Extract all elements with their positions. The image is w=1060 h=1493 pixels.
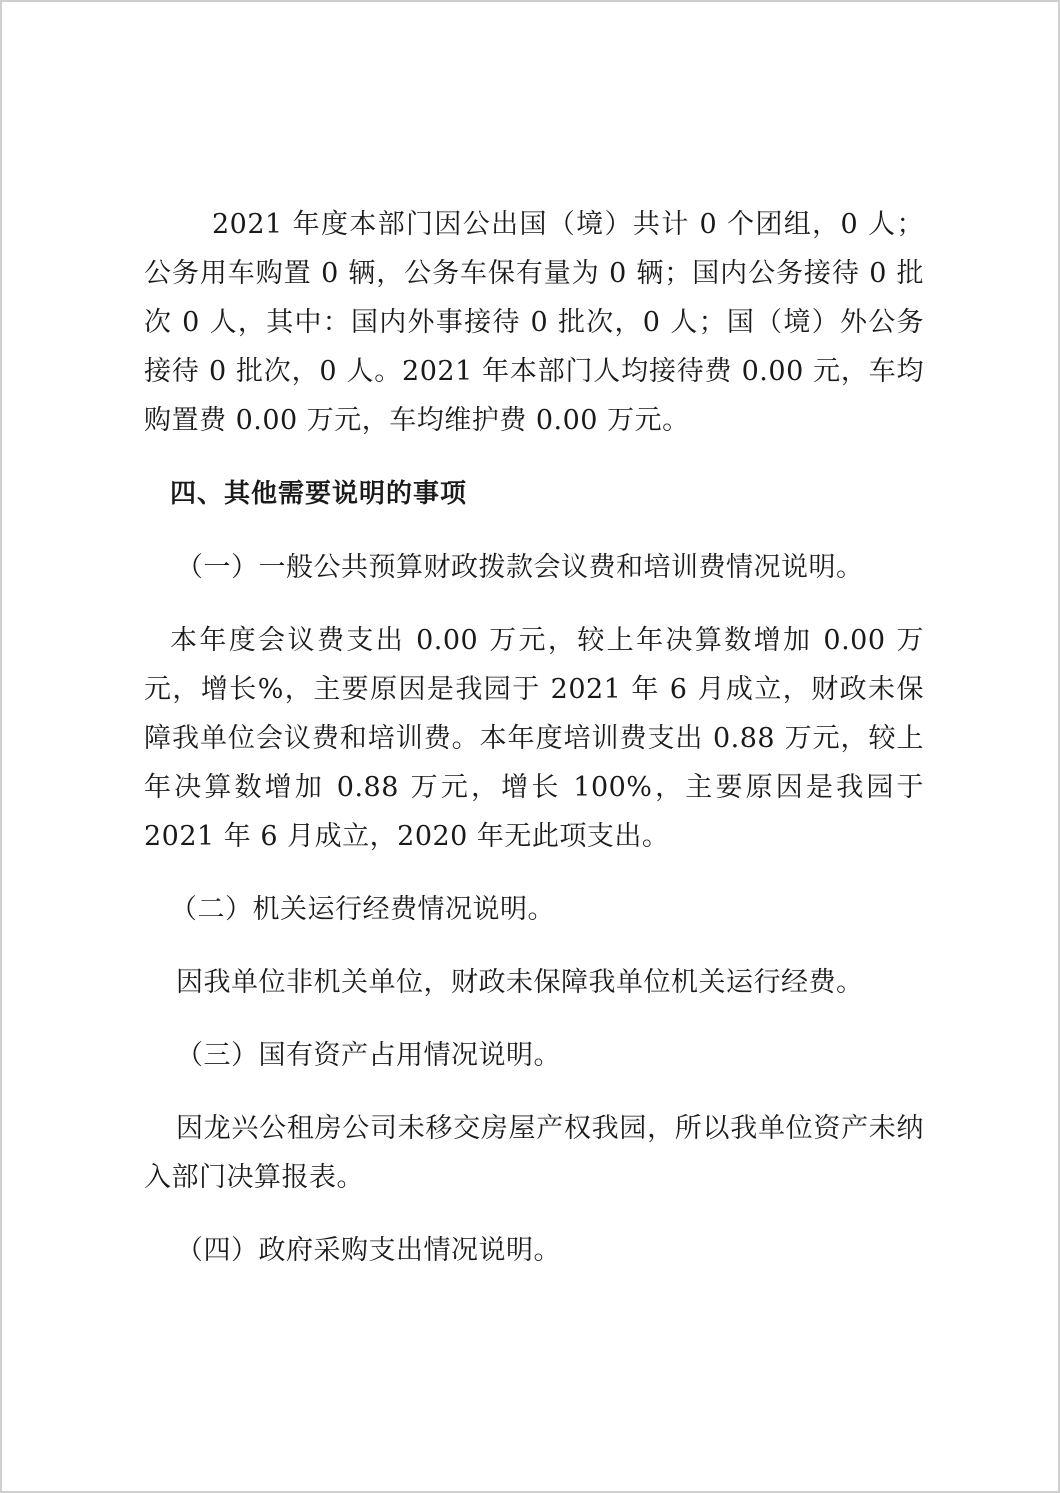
document-body	[144, 200, 924, 1275]
paragraph-official-expenses: 2021 年度本部门因公出国（境）共计 0 个团组，0 人；公务用车购置 0 辆，公务车保有量为 0 辆；国内公务接待 0 批次 0 人，其中：国内外事接待 0 批次，0 人；国（境）外公务接待 0 批次，0 人。2021 年本部门人均接待费 0.00 元，车均购置费 0.00 万元，车均维护费 0.00 万元。	[144, 209, 924, 436]
subsection-title-meeting-training: （一）一般公共预算财政拨款会议费和培训费情况说明。	[176, 552, 864, 583]
subsection-title-operating-funds: （二）机关运行经费情况说明。	[170, 894, 555, 925]
paragraph-operating-funds: 因我单位非机关单位，财政未保障我单位机关运行经费。	[176, 967, 864, 998]
subsection-title-state-assets: （三）国有资产占用情况说明。	[176, 1040, 561, 1071]
section-heading-other-matters: 四、其他需要说明的事项	[170, 479, 468, 509]
paragraph-meeting-training: 本年度会议费支出 0.00 万元，较上年决算数增加 0.00 万元，增长%，主要原因是我园于 2021 年 6 月成立，财政未保障我单位会议费和培训费。本年度培训费支出 0.88 万元，较上年决算数增加 0.88 万元，增长 100%，主要原因是我园于 2021 年 6 月成立，2020 年无此项支出。	[144, 625, 924, 852]
paragraph-state-assets: 因龙兴公租房公司未移交房屋产权我园，所以我单位资产未纳入部门决算报表。	[144, 1113, 924, 1193]
subsection-title-procurement: （四）政府采购支出情况说明。	[176, 1235, 561, 1266]
